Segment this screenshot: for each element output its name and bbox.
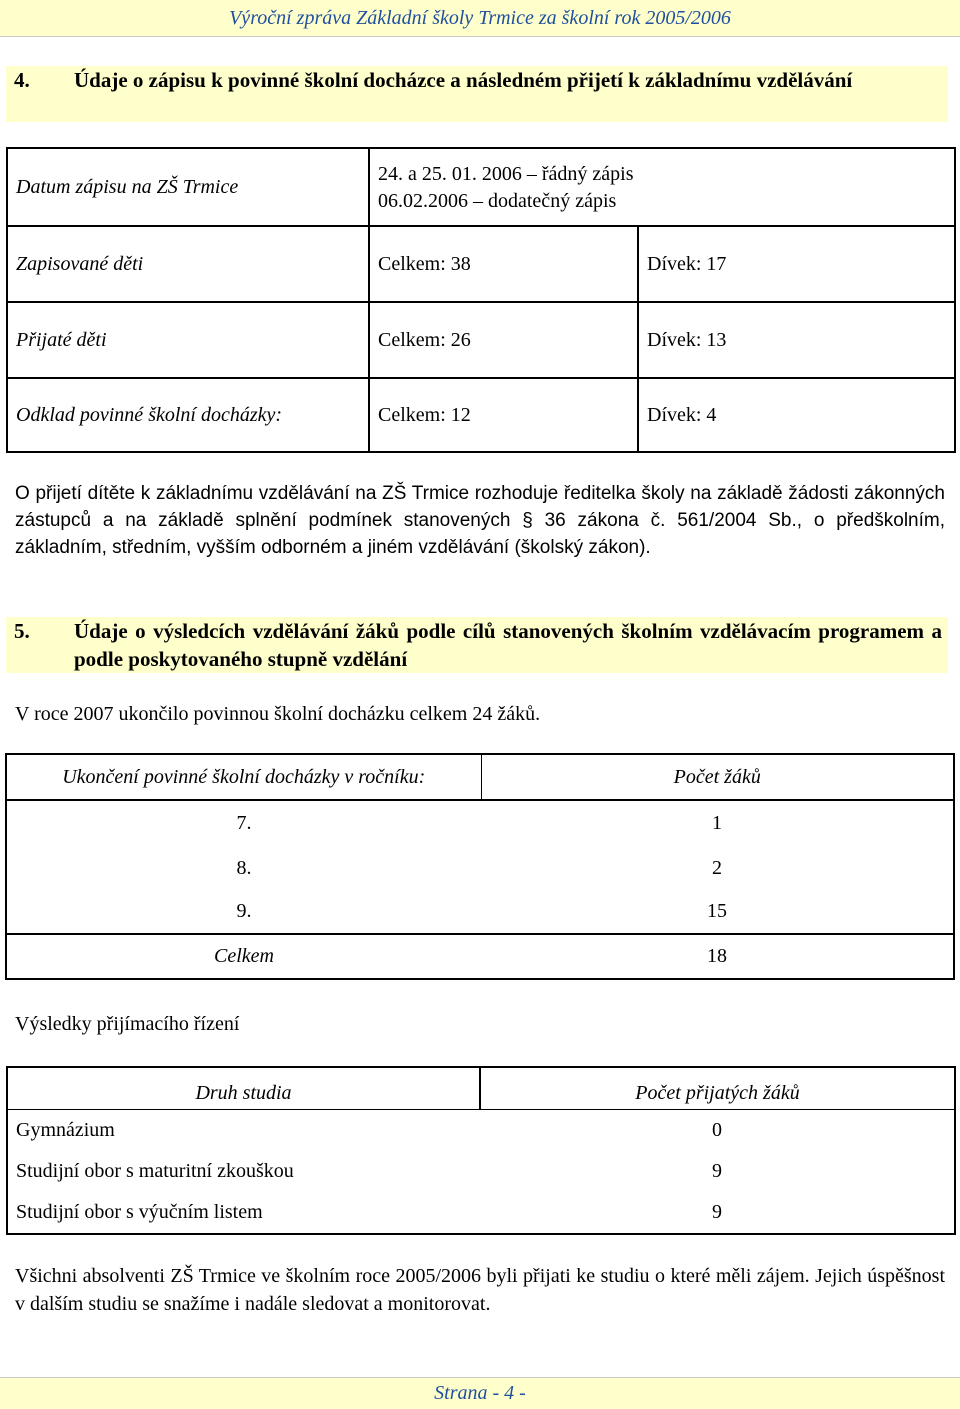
admission-results-heading: Výsledky přijímacího řízení <box>15 1013 240 1035</box>
enrollment-table <box>6 147 956 453</box>
section-5-heading <box>6 617 948 673</box>
section-4-heading <box>6 66 948 122</box>
document-header: Výroční zpráva Základní školy Trmice za školní rok 2005/2006 <box>0 0 960 37</box>
count-cell: 1 <box>481 800 954 846</box>
table-total-row <box>6 934 954 979</box>
table-row <box>6 800 954 846</box>
grade-column-header: Ukončení povinné školní docházky v ročníku: <box>6 754 481 800</box>
table-header-row <box>6 754 954 800</box>
completion-table <box>5 753 955 980</box>
total-count: 18 <box>481 934 954 979</box>
study-type-header: Druh studia <box>7 1067 480 1109</box>
enrolled-children-girls: Dívek: 17 <box>638 226 955 302</box>
deferral-girls: Dívek: 4 <box>638 378 955 452</box>
section-4-number: 4. <box>14 68 30 92</box>
admission-results-table <box>6 1066 956 1235</box>
grade-cell: 7. <box>6 800 481 846</box>
accepted-count-cell: 0 <box>480 1109 955 1151</box>
total-label: Celkem <box>6 934 481 979</box>
enrollment-date-regular: 24. a 25. 01. 2006 – řádný zápis <box>378 163 634 185</box>
accepted-children-total: Celkem: 26 <box>369 302 638 378</box>
count-cell: 15 <box>481 890 954 934</box>
deferral-total: Celkem: 12 <box>369 378 638 452</box>
section-5-number: 5. <box>14 619 30 643</box>
table-row <box>7 148 955 226</box>
accepted-count-cell: 9 <box>480 1192 955 1234</box>
enrolled-children-total: Celkem: 38 <box>369 226 638 302</box>
study-type-cell: Studijní obor s výučním listem <box>7 1192 480 1234</box>
table-row <box>7 302 955 378</box>
grade-cell: 9. <box>6 890 481 934</box>
table-row <box>7 378 955 452</box>
study-type-cell: Gymnázium <box>7 1109 480 1151</box>
page-footer: Strana - 4 - <box>0 1377 960 1409</box>
count-column-header: Počet žáků <box>481 754 954 800</box>
grade-cell: 8. <box>6 846 481 890</box>
enrolled-children-label: Zapisované děti <box>7 226 369 302</box>
accepted-count-header: Počet přijatých žáků <box>480 1067 955 1109</box>
closing-paragraph: Všichni absolventi ZŠ Trmice ve školním roce 2005/2006 byli přijati ke studiu o které měli zájem. Jejich úspěšnost v dalším studiu se snažíme i nadále sledovat a monitorovat. <box>15 1265 945 1315</box>
accepted-children-girls: Dívek: 13 <box>638 302 955 378</box>
section-4-title: Údaje o zápisu k povinné školní docházce a následném přijetí k základnímu vzdělávání <box>74 68 853 92</box>
table-row <box>7 1192 955 1234</box>
completion-sentence: V roce 2007 ukončilo povinnou školní docházku celkem 24 žáků. <box>15 703 541 725</box>
enrollment-date-additional: 06.02.2006 – dodatečný zápis <box>378 190 617 212</box>
accepted-children-label: Přijaté děti <box>7 302 369 378</box>
table-row <box>6 890 954 934</box>
admission-paragraph: O přijetí dítěte k základnímu vzdělávání na ZŠ Trmice rozhoduje ředitelka školy na základě žádosti zákonných zástupců a na základě splnění podmínek stanovených § 36 zákona č. 561/2004 Sb., o předškolním, základním, středním, vyšším odborném a jiném vzdělávání (školský zákon). <box>15 483 945 558</box>
table-row <box>6 846 954 890</box>
table-header-row <box>7 1067 955 1109</box>
table-row <box>7 1109 955 1151</box>
table-row <box>7 226 955 302</box>
enrollment-date-value <box>369 148 955 226</box>
section-5-title: Údaje o výsledcích vzdělávání žáků podle cílů stanovených školním vzdělávacím programem a podle poskytovaného stupně vzdělání <box>74 619 942 671</box>
accepted-count-cell: 9 <box>480 1151 955 1192</box>
study-type-cell: Studijní obor s maturitní zkouškou <box>7 1151 480 1192</box>
count-cell: 2 <box>481 846 954 890</box>
enrollment-date-label: Datum zápisu na ZŠ Trmice <box>7 148 369 226</box>
deferral-label: Odklad povinné školní docházky: <box>7 378 369 452</box>
table-row <box>7 1151 955 1192</box>
